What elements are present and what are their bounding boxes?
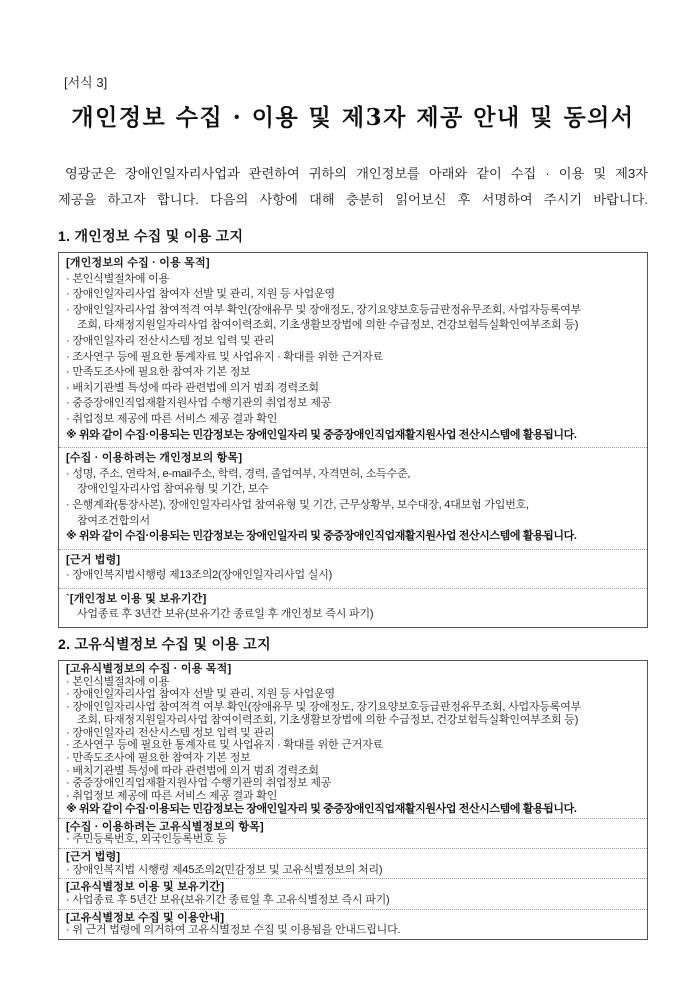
notice-block — [59, 253, 647, 447]
notice-line: · 장애인복지법 시행령 제45조의2(민감정보 및 고유식별정보의 처리) — [66, 863, 383, 876]
notice-line: · 사업종료 후 5년간 보유(보유기간 종료일 후 고유식별정보 즉시 파기) — [66, 894, 390, 907]
notice-block — [59, 818, 647, 848]
notice-line: · 장애인복지법시행령 제13조의2(장애인일자리사업 실시) — [66, 569, 333, 582]
notice-line: · 본인식별절차에 이용 — [66, 675, 170, 688]
notice-line: · 만족도조사에 필요한 참여자 기본 정보 — [66, 366, 251, 379]
personal-info-notice-box — [58, 252, 648, 628]
notice-block-title: [수집 · 이용하려는 고유식별정보의 항목] — [66, 820, 264, 833]
notice-line: 조회, 타재정지원일자리사업 참여이력조회, 기초생활보장법에 의한 수급정보, 건강보험득실확인여부조회 등) — [77, 319, 579, 332]
notice-block-title: [수집 · 이용하려는 개인정보의 항목] — [66, 452, 243, 465]
page-title: 개인정보 수집 · 이용 및 제3자 제공 안내 및 동의서 — [71, 104, 635, 131]
notice-line: 장애인일자리사업 참여유형 및 기간, 보수 — [77, 483, 269, 496]
notice-line: 참여조건합의서 — [77, 514, 150, 527]
notice-line: · 장애인일자리사업 참여적격 여부 확인(장애유무 및 장애정도, 장기요양보호등급판정유무조회, 사업자등록여부 — [66, 303, 582, 316]
notice-block-title: [개인정보의 수집 · 이용 목적] — [66, 257, 210, 269]
notice-line: · 취업정보 제공에 따른 서비스 제공 결과 확인 — [66, 790, 278, 803]
notice-line: · 성명, 주소, 연락처, e-mail주소, 학력, 경력, 졸업여부, 자격면허, 소득수준, — [66, 467, 411, 480]
notice-line: · 장애인일자리 전산시스템 정보 입력 및 관리 — [66, 334, 275, 347]
intro-paragraph — [58, 161, 648, 213]
notice-line: · 은행계좌(통장사본), 장애인일자리사업 참여유형 및 기간, 근무상황부, 보수대장, 4대보험 가입번호, — [66, 498, 529, 511]
notice-line: · 장애인일자리사업 참여자 선발 및 관리, 지원 등 사업운영 — [66, 688, 335, 701]
notice-block-title: `[개인정보 이용 및 보유기간] — [66, 592, 207, 605]
section-heading-unique-id-info: 2. 고유식별정보 수집 및 이용 고지 — [58, 636, 271, 653]
notice-line: 조회, 타재정지원일자리사업 참여이력조회, 기초생활보장법에 의한 수급정보, 건강보험득실확인여부조회 등) — [77, 713, 579, 726]
intro-line-1: 영광군은 장애인일자리사업과 관련하여 귀하의 개인정보를 아래와 같이 수집 · 이용 및 제3자 — [65, 166, 648, 181]
intro-line-2: 제공을 하고자 합니다. 다음의 사항에 대해 충분히 읽어보신 후 서명하여 주시기 바랍니다. — [58, 192, 648, 207]
notice-line: · 배치기관별 특성에 따라 관련법에 의거 범죄 경력조회 — [66, 381, 319, 394]
notice-line: · 장애인일자리사업 참여자 선발 및 관리, 지원 등 사업운영 — [66, 288, 335, 301]
notice-line: · 중증장애인직업재활지원사업 수행기관의 취업정보 제공 — [66, 777, 332, 790]
notice-block — [59, 878, 647, 908]
notice-block-title: [근거 법령] — [66, 850, 121, 863]
notice-line: · 조사연구 등에 필요한 통계자료 및 사업유지 · 확대를 위한 근거자료 — [66, 350, 383, 363]
notice-line: · 중증장애인직업재활지원사업 수행기관의 취업정보 제공 — [66, 397, 332, 410]
unique-id-info-notice-box — [58, 660, 648, 940]
notice-block — [59, 447, 647, 549]
notice-emphasis-line: ※ 위와 같이 수집·이용되는 민감정보는 장애인일자리 및 중증장애인직업재활지원사업 전산시스템에 활용됩니다. — [66, 428, 577, 441]
notice-block-title: [고유식별정보 이용 및 보유기간] — [66, 881, 225, 894]
section-heading-personal-info: 1. 개인정보 수집 및 이용 고지 — [58, 228, 244, 244]
notice-line: · 만족도조사에 필요한 참여자 기본 정보 — [66, 751, 251, 764]
notice-line: · 배치기관별 특성에 따라 관련법에 의거 범죄 경력조회 — [66, 764, 319, 777]
notice-line: · 본인식별절차에 이용 — [66, 272, 170, 285]
notice-line: 사업종료 후 3년간 보유(보유기간 종료일 후 개인정보 즉시 파기) — [77, 608, 374, 621]
notice-line: · 장애인일자리사업 참여적격 여부 확인(장애유무 및 장애정도, 장기요양보호등급판정유무조회, 사업자등록여부 — [66, 701, 582, 714]
form-number-label: [서식 3] — [64, 75, 108, 90]
notice-line: · 장애인일자리 전산시스템 정보 입력 및 관리 — [66, 726, 275, 739]
notice-block — [59, 549, 647, 588]
notice-block-title: [고유식별정보 수집 및 이용안내] — [66, 911, 225, 924]
notice-block — [59, 588, 647, 627]
notice-line: · 조사연구 등에 필요한 통계자료 및 사업유지 · 확대를 위한 근거자료 — [66, 739, 383, 752]
notice-block-title: [고유식별정보의 수집 · 이용 목적] — [66, 663, 232, 676]
notice-line: · 주민등록번호, 외국인등록번호 등 — [66, 833, 227, 846]
notice-block-title: [근거 법령] — [66, 553, 121, 566]
notice-block — [59, 848, 647, 878]
notice-line: · 위 근거 법령에 의거하여 고유식별정보 수집 및 이용됨을 안내드립니다. — [66, 924, 401, 937]
notice-block — [59, 909, 647, 939]
notice-emphasis-line: ※ 위와 같이 수집·이용되는 민감정보는 장애인일자리 및 중증장애인직업재활지원사업 전산시스템에 활용됩니다. — [66, 530, 577, 543]
notice-emphasis-line: ※ 위와 같이 수집·이용되는 민감정보는 장애인일자리 및 중증장애인직업재활지원사업 전산시스템에 활용됩니다. — [66, 802, 577, 815]
notice-line: · 취업정보 제공에 따른 서비스 제공 결과 확인 — [66, 412, 278, 425]
notice-block — [59, 661, 647, 817]
